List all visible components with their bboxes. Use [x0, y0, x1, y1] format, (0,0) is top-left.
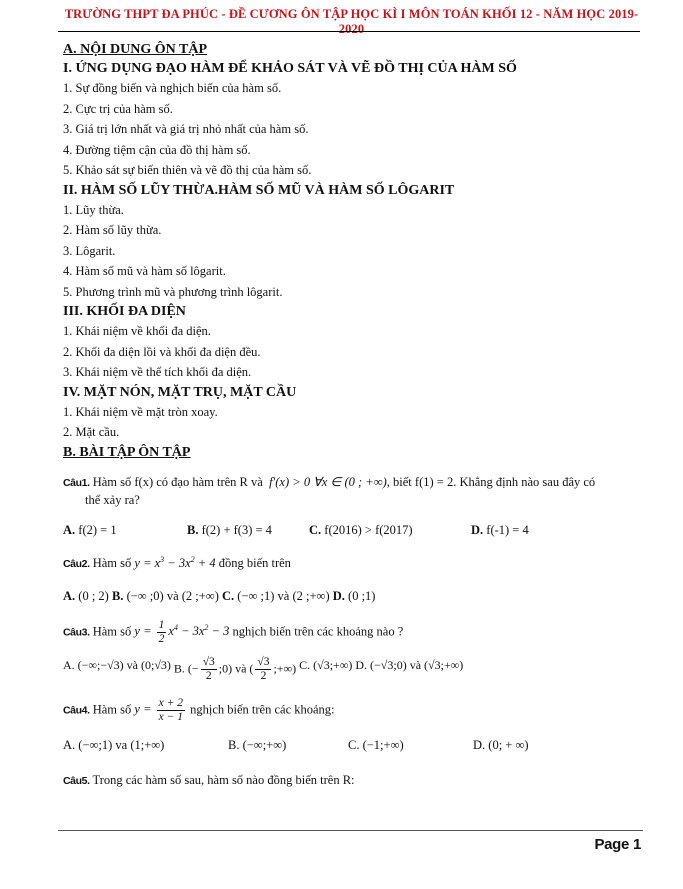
- list-item: 1. Khái niệm về mặt tròn xoay.: [63, 404, 218, 419]
- list-item: 3. Khái niệm về thể tích khối đa diện.: [63, 365, 252, 379]
- option-b[interactable]: B. f(2) + f(3) = 4: [187, 522, 272, 537]
- option-a[interactable]: A. (−∞;1) va (1;+∞): [63, 737, 165, 752]
- list-item: 5. Phương trình mũ và phương trình lôgarit.: [63, 284, 283, 299]
- question-text: thể xảy ra?: [85, 492, 140, 507]
- list-item: 1. Sự đồng biến và nghịch biến của hàm số.: [63, 81, 282, 95]
- chapter-title: I. ỨNG DỤNG ĐẠO HÀM ĐỂ KHẢO SÁT VÀ VẼ ĐỒ THỊ CỦA HÀM SỐ: [63, 61, 517, 76]
- chapter-title: IV. MẶT NÓN, MẶT TRỤ, MẶT CẦU: [63, 384, 297, 400]
- question-label: Câu5.: [63, 774, 90, 787]
- option-b[interactable]: B. (−∞;+∞): [228, 737, 287, 752]
- answer-options: [63, 736, 648, 754]
- question-text: nghịch biến trên các khoảng:: [190, 702, 335, 717]
- option-c[interactable]: C. (−1;+∞): [348, 737, 404, 752]
- answer-options: [63, 656, 648, 683]
- part-a-title: A. NỘI DUNG ÔN TẬP: [63, 42, 208, 57]
- list-item: 2. Hàm số lũy thừa.: [63, 223, 162, 237]
- list-item: 4. Hàm số mũ và hàm số lôgarit.: [63, 264, 226, 278]
- chapter-4: [63, 383, 648, 443]
- question-text: đồng biến trên: [218, 555, 291, 570]
- question-text: Hàm số: [92, 555, 132, 570]
- option-d[interactable]: D. (0 ;1): [332, 588, 376, 603]
- question-3: [63, 619, 648, 683]
- question-text: Trong các hàm số sau, hàm số nào đồng biến trên R:: [92, 772, 355, 787]
- question-label: Câu2.: [63, 557, 90, 570]
- question-label: Câu3.: [63, 626, 90, 639]
- math-function: $y = x^3 - 3x^2 + 4$: [134, 554, 216, 570]
- option-a[interactable]: A. (−∞;−√3) và (0;√3): [63, 657, 174, 672]
- option-c[interactable]: C. (−∞ ;1) và (2 ;+∞): [222, 588, 333, 603]
- chapter-2: [63, 181, 648, 303]
- page-header: TRƯỜNG THPT ĐA PHÚC - ĐỀ CƯƠNG ÔN TẬP HỌC KÌ I MÔN TOÁN KHỐI 12 - NĂM HỌC 2019-2020: [64, 7, 639, 36]
- question-text: , biết f(1) = 2. Khẳng định nào sau đây có: [386, 474, 596, 489]
- list-item: 1. Khái niệm về khối đa diện.: [63, 324, 211, 338]
- option-c[interactable]: C. f(2016) > f(2017): [309, 522, 413, 537]
- list-item: 3. Giá trị lớn nhất và giá trị nhỏ nhất của hàm số.: [63, 122, 309, 136]
- list-item: 5. Khảo sát sự biến thiên và vẽ đồ thị của hàm số.: [63, 163, 312, 177]
- question-2: [63, 551, 648, 605]
- question-text: Hàm số: [92, 624, 132, 639]
- option-a[interactable]: A. f(2) = 1: [63, 522, 117, 537]
- chapter-title: III. KHỐI ĐA DIỆN: [63, 304, 186, 319]
- answer-options: [63, 587, 648, 605]
- footer-rule: [58, 830, 643, 831]
- header-rule: [58, 31, 640, 32]
- question-label: Câu1.: [63, 476, 90, 489]
- question-5: [63, 772, 648, 790]
- option-d[interactable]: D. (0; + ∞): [473, 737, 529, 752]
- content: [63, 40, 648, 790]
- option-b[interactable]: B. (−∞ ;0) và (2 ;+∞): [111, 588, 223, 603]
- question-4: [63, 697, 648, 754]
- list-item: 2. Khối đa diện lồi và khối đa diện đều.: [63, 344, 261, 359]
- option-d[interactable]: D. (−√3;0) và (√3;+∞): [355, 657, 464, 672]
- chapter-title: II. HÀM SỐ LŨY THỪA.HÀM SỐ MŨ VÀ HÀM SỐ LÔGARIT: [63, 182, 455, 198]
- list-item: 2. Mặt cầu.: [63, 425, 120, 439]
- math-function: y = $\frac{1}{2}$ $x^4 - 3x^2 - 3$: [134, 618, 230, 645]
- chapter-3: [63, 302, 648, 383]
- answer-options: [63, 521, 648, 539]
- question-text: Hàm số: [92, 702, 132, 717]
- question-1: [63, 474, 648, 539]
- list-item: 2. Cực trị của hàm số.: [63, 101, 173, 116]
- option-a[interactable]: A. (0 ; 2): [63, 588, 112, 603]
- math-function: y = $\frac{x + 2}{x - 1}$: [134, 696, 183, 723]
- option-b[interactable]: B. (− $\frac{√3}{2}$ ;0) và ( $\frac{√3}{2}$ ;+∞): [173, 655, 300, 682]
- option-c[interactable]: C. (√3;+∞): [299, 657, 356, 672]
- page-number: Page 1: [594, 836, 641, 853]
- part-b-title: B. BÀI TẬP ÔN TẬP: [63, 444, 191, 460]
- list-item: 1. Lũy thừa.: [63, 202, 124, 217]
- math-condition: f′(x) > 0 ∀x ∈ (0 ; +∞): [265, 474, 387, 489]
- option-d[interactable]: D. f(-1) = 4: [471, 522, 529, 537]
- question-text: Hàm số f(x) có đạo hàm trên R và: [92, 474, 263, 489]
- question-label: Câu4.: [63, 704, 90, 717]
- list-item: 4. Đường tiệm cận của đồ thị hàm số.: [63, 142, 251, 157]
- chapter-1: [63, 59, 648, 181]
- list-item: 3. Lôgarit.: [63, 243, 116, 258]
- question-text: nghịch biến trên các khoảng nào ?: [232, 624, 404, 639]
